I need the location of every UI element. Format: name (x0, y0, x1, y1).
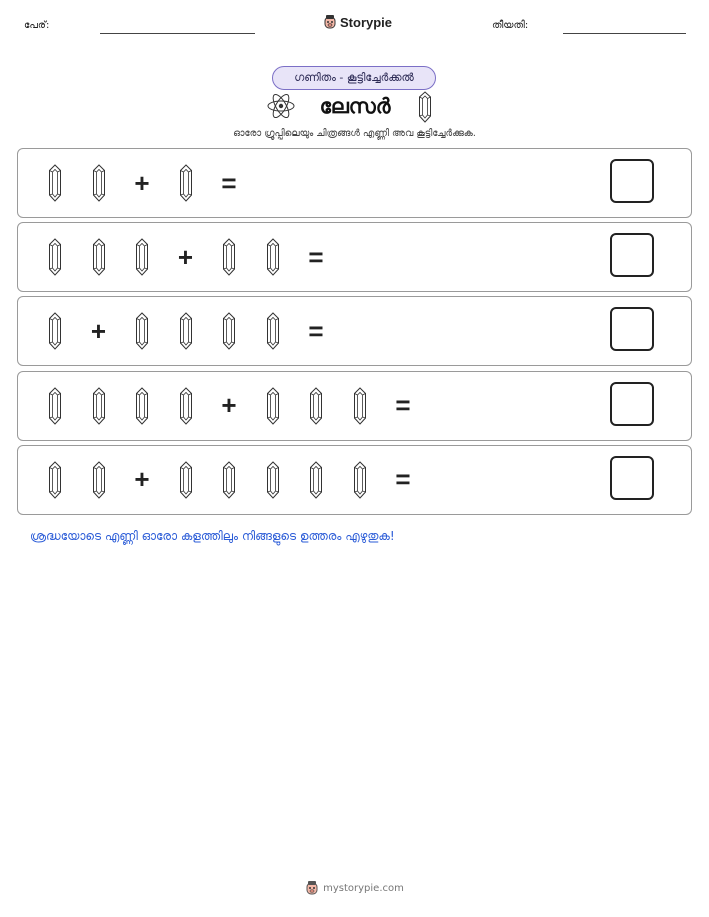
crystal-icon (38, 446, 72, 514)
crystal-icon (256, 446, 290, 514)
crystal-icon (212, 297, 246, 365)
answer-box[interactable] (610, 307, 654, 351)
crystal-icon (343, 446, 377, 514)
crystal-icon (82, 149, 116, 217)
pig-mascot-icon (305, 880, 319, 896)
plus-sign: + (134, 167, 150, 198)
brand-name: Storypie (340, 14, 393, 30)
crystal-icon (256, 372, 290, 440)
crystal-icon (418, 91, 432, 123)
name-label: പേര്: (24, 20, 50, 31)
equals-sign: = (221, 167, 237, 198)
plus-sign: + (177, 241, 194, 272)
crystal-icon (125, 372, 159, 440)
brand-logo (323, 14, 392, 30)
crystal-icon (169, 297, 203, 365)
problem-row (17, 296, 692, 366)
answer-box[interactable] (610, 456, 654, 500)
crystal-icon (125, 297, 159, 365)
footnote-text: ശ്രദ്ധയോടെ എണ്ണി ഓരോ കളത്തിലും നിങ്ങളുടെ ഉത്തരം എഴുതുക! (30, 529, 395, 543)
problem-row (17, 222, 692, 292)
crystal-icon (82, 446, 116, 514)
title-row (0, 90, 709, 122)
crystal-icon (169, 372, 203, 440)
crystal-icon (38, 149, 72, 217)
problem-row (17, 371, 692, 441)
plus-sign: + (134, 464, 150, 495)
pig-mascot-icon (323, 14, 337, 30)
crystal-icon (212, 446, 246, 514)
crystal-icon (82, 372, 116, 440)
crystal-icon (212, 223, 246, 291)
atom-icon (266, 90, 296, 122)
date-line[interactable] (563, 33, 686, 34)
instruction-text: ഓരോ ഗ്രൂപ്പിലെയും ചിത്രങ്ങൾ എണ്ണി അവ കൂട്ടിച്ചേർക്കുക. (233, 128, 476, 139)
crystal-icon (82, 223, 116, 291)
crystal-icon (299, 446, 333, 514)
problem-row (17, 445, 692, 515)
crystal-icon (299, 372, 333, 440)
answer-box[interactable] (610, 382, 654, 426)
name-line[interactable] (100, 33, 255, 34)
equals-sign: = (308, 241, 324, 272)
equals-sign: = (395, 390, 411, 421)
crystal-icon (38, 297, 72, 365)
plus-sign: + (90, 315, 107, 346)
crystal-icon (256, 223, 290, 291)
crystal-icon (343, 372, 377, 440)
equals-sign: = (395, 464, 411, 495)
answer-box[interactable] (610, 233, 654, 277)
footer-site: mystorypie.com (323, 882, 404, 894)
footer (0, 880, 709, 896)
crystal-icon (169, 149, 203, 217)
crystal-icon (38, 223, 72, 291)
crystal-icon (125, 223, 159, 291)
equals-sign: = (308, 315, 324, 346)
page-title: ലേസർ (319, 94, 391, 118)
plus-sign: + (221, 390, 237, 421)
date-label: തീയതി: (492, 20, 529, 31)
crystal-icon (38, 372, 72, 440)
answer-box[interactable] (610, 159, 654, 203)
crystal-icon (169, 446, 203, 514)
crystal-icon (256, 297, 290, 365)
topic-badge: ഗണിതം - കൂട്ടിച്ചേർക്കൽ (272, 66, 436, 90)
problem-row (17, 148, 692, 218)
